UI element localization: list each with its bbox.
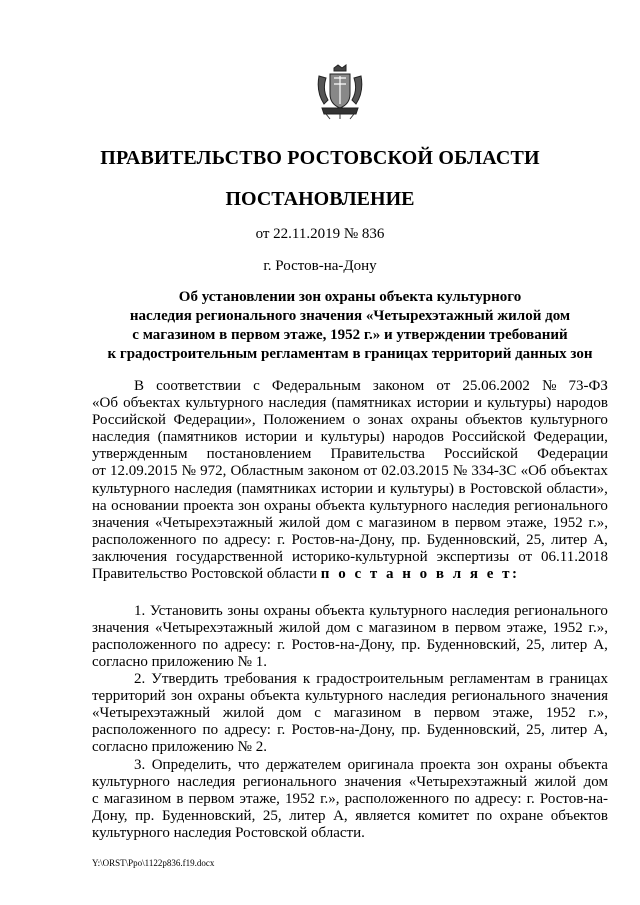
word: наследия [177, 774, 236, 791]
subject-line: Об установлении зон охраны объекта культурного [178, 289, 522, 305]
word: объекта [315, 497, 366, 514]
word: Дону, [92, 808, 128, 825]
word: «Четырехэтажный [154, 514, 274, 531]
word: (памятниках [331, 395, 412, 412]
word: постановлением [206, 446, 312, 463]
word: истории [245, 429, 298, 446]
word: пр. [401, 637, 421, 654]
subject-line: с магазином в первом этаже, 1952 г.» и утверждении требований [132, 327, 568, 343]
word: этаже, [506, 620, 547, 637]
word: г.», [320, 791, 340, 808]
word: г. [277, 531, 286, 548]
word: Областным [230, 463, 304, 480]
word: значения [344, 774, 402, 791]
word: «Четырехэтажный [408, 774, 528, 791]
word: (памятников [157, 429, 238, 446]
word: истории [416, 395, 469, 412]
word: и [377, 480, 386, 497]
word: объекта [314, 603, 365, 619]
word: адресу: [224, 722, 271, 739]
word: и [304, 429, 313, 446]
word: адресу: [474, 791, 522, 808]
word: культурного [92, 774, 170, 791]
word: объектах [123, 395, 181, 412]
word: Федеральным [271, 378, 361, 394]
word: оригинала [347, 757, 414, 773]
word: к [302, 671, 311, 687]
word: 1. [134, 603, 146, 619]
word: культуры) [320, 429, 385, 446]
word: Федерации [537, 446, 608, 463]
word: Установить [149, 603, 223, 619]
word: Российской [92, 412, 166, 429]
word: Российской [451, 429, 526, 446]
word: с [314, 705, 321, 722]
word: проекта [420, 757, 471, 773]
text-line [92, 549, 608, 566]
word: первом [454, 620, 501, 637]
word: 972, [200, 463, 227, 480]
word: 02.03.2015 [381, 463, 449, 480]
word: г.», [588, 705, 608, 722]
text-line [92, 481, 608, 498]
word: требования [224, 671, 297, 687]
word: народов [556, 395, 608, 412]
word: «Четырехэтажный [154, 620, 274, 637]
word: наследия [451, 603, 510, 619]
text-line [92, 429, 608, 446]
word: этаже, [239, 791, 280, 808]
text-line [92, 620, 608, 637]
word: дом [583, 774, 608, 791]
word: утвержденным [92, 446, 188, 463]
word: А, [593, 722, 608, 739]
word: этаже, [506, 514, 547, 531]
word: охраны [197, 688, 245, 705]
text-line [92, 395, 608, 412]
word: в [458, 480, 466, 497]
word: народов [392, 429, 444, 446]
word: литер [550, 531, 588, 548]
item-3-paragraph [92, 757, 608, 842]
word: Российской [444, 446, 518, 463]
word: истории [320, 480, 374, 497]
word: литер [550, 722, 588, 739]
word: проекта [183, 497, 234, 514]
word: с [253, 378, 260, 394]
word: основании [111, 497, 179, 514]
word: расположенного [92, 722, 197, 739]
word: 1952 [285, 791, 315, 808]
word: культурного [369, 603, 448, 619]
word: 12.09.2015 [110, 463, 178, 480]
word: зонах [367, 412, 404, 429]
word: территорий [92, 688, 166, 705]
word: законом [307, 463, 360, 480]
word: и [473, 395, 483, 412]
word: Буденновский, [426, 637, 520, 654]
word: 25.06.2002 [462, 378, 530, 394]
word: литер [289, 808, 326, 825]
word: пр. [135, 808, 155, 825]
word: наследия [451, 497, 510, 514]
word: с [92, 791, 99, 808]
word: культурного [185, 395, 264, 412]
word: жилой [278, 514, 321, 531]
word: законом [372, 378, 425, 394]
word: Ростов-на-Дону, [291, 722, 396, 739]
word: г. [277, 722, 286, 739]
word: наследия [174, 480, 233, 497]
text-line [92, 498, 608, 515]
word: Утвердить [151, 671, 219, 687]
word: этаже, [492, 705, 533, 722]
word: регионального [242, 774, 337, 791]
word: зон [171, 688, 193, 705]
text-line: согласно приложению № 2. [92, 739, 267, 756]
word: № [181, 463, 196, 480]
word: В [134, 378, 145, 394]
text-line [92, 412, 608, 429]
word: значения [92, 620, 150, 637]
word: расположенного [92, 531, 197, 548]
file-path-footer: Y:\ORST\Ppo\1122p836.f19.docx [92, 858, 215, 868]
word: объекта [250, 688, 300, 705]
word: в [536, 671, 544, 687]
word: охраны [410, 412, 458, 429]
item-1-paragraph [92, 603, 608, 671]
word: о [352, 412, 361, 429]
text-line [92, 532, 608, 549]
word: зон [238, 497, 260, 514]
word: регионального [514, 497, 608, 514]
word: 25, [526, 722, 545, 739]
word: Буденновский, [426, 722, 520, 739]
text-line [92, 671, 608, 688]
word: Буденновский, [161, 808, 256, 825]
word: адресу: [224, 531, 271, 548]
word: пр. [401, 531, 421, 548]
word: по [202, 637, 219, 654]
document-subject [92, 288, 608, 364]
word: по [476, 808, 493, 825]
word: градостроительным [316, 671, 444, 687]
word: «Четырехэтажный [92, 705, 211, 722]
coat-of-arms-icon [316, 64, 364, 120]
word: первом [454, 514, 501, 531]
subject-line: наследия регионального значения «Четырехэтажный жилой дом [129, 308, 571, 324]
word: г. [526, 791, 535, 808]
text-line [92, 808, 608, 825]
word: Определить, [151, 757, 232, 773]
word: области», [546, 480, 608, 497]
word: в [176, 791, 184, 808]
word: границах [549, 671, 608, 687]
word: культурного [305, 688, 383, 705]
word: объектов [465, 412, 523, 429]
word: первом [433, 705, 480, 722]
text-line [92, 757, 608, 774]
word: значения [550, 688, 608, 705]
word: 06.11.2018 [541, 548, 608, 565]
word: охраны [263, 497, 311, 514]
text-line: согласно приложению № 1. [92, 654, 267, 671]
word: 25, [526, 637, 545, 654]
word: с [356, 620, 363, 637]
word: является [355, 808, 411, 825]
word: заключения [92, 548, 168, 565]
word: Ростов-на-Дону, [291, 531, 396, 548]
word: на [92, 497, 107, 514]
text-line [92, 603, 608, 620]
word: жилой [222, 705, 265, 722]
document-type: ПОСТАНОВЛЕНИЕ [225, 188, 415, 210]
word: от [436, 378, 451, 394]
word: объектах [550, 463, 608, 480]
word: культурного [92, 480, 170, 497]
word: экспертизы [436, 548, 510, 565]
word: магазином [333, 705, 402, 722]
word: 2. [134, 671, 146, 687]
word: по [202, 531, 219, 548]
word: наследия [388, 688, 447, 705]
word: в [441, 514, 450, 531]
subject-line: к градостроительным регламентам в границах территорий данных зон [107, 346, 593, 362]
government-name: ПРАВИТЕЛЬСТВО РОСТОВСКОЙ ОБЛАСТИ [100, 147, 540, 169]
document-date-number: от 22.11.2019 № 836 [255, 226, 385, 242]
word: по [202, 722, 219, 739]
word: (памятниках [236, 480, 317, 497]
text-line [92, 722, 608, 739]
resolution-subject: Правительство Ростовской области [92, 566, 318, 583]
word: дом [277, 705, 302, 722]
word: зон [477, 757, 499, 773]
word: жилой [534, 774, 577, 791]
word: регионального [451, 688, 546, 705]
word: расположенного [92, 637, 197, 654]
word: регламентам [449, 671, 531, 687]
word: от [92, 463, 106, 480]
word: комитет [417, 808, 469, 825]
word: магазином [103, 791, 172, 808]
word: регионального [514, 603, 608, 619]
word: соответствии [156, 378, 241, 394]
word: с [356, 514, 363, 531]
text-line [92, 791, 608, 808]
word: 3. [134, 757, 146, 773]
word: адресу: [224, 637, 271, 654]
word: г. [277, 637, 286, 654]
word: 1952 [545, 705, 576, 722]
word: значения [92, 514, 150, 531]
text-line [92, 566, 608, 583]
word: 25, [262, 808, 282, 825]
word: «Об [92, 395, 118, 412]
document-city: г. Ростов-на-Дону [263, 258, 377, 274]
word: Федерации», [173, 412, 256, 429]
word: Буденновский, [426, 531, 520, 548]
word: магазином [368, 514, 437, 531]
word: г.», [588, 514, 608, 531]
word: культуры) [487, 395, 552, 412]
word: Правительства [330, 446, 425, 463]
word: Ростов-на-Дону, [291, 637, 396, 654]
text-line [92, 637, 608, 654]
preamble-paragraph [92, 378, 608, 583]
word: объектов [550, 808, 608, 825]
word: в [441, 620, 450, 637]
word: охране [499, 808, 544, 825]
word: 1952 [552, 620, 583, 637]
text-line [92, 446, 608, 463]
word: зоны [227, 603, 259, 619]
text-line [92, 378, 608, 395]
word: литер [550, 637, 588, 654]
word: расположенного [344, 791, 450, 808]
word: дом [326, 514, 351, 531]
word: культурного [369, 497, 448, 514]
word: г.», [588, 620, 608, 637]
word: Ростовской [470, 480, 543, 497]
word: государственной [176, 548, 284, 565]
resolution-verb: п о с т а н о в л я е т: [320, 566, 520, 583]
word: что [237, 757, 260, 773]
text-line [92, 515, 608, 532]
word: по [454, 791, 470, 808]
item-2-paragraph [92, 671, 608, 756]
word: охраны [504, 757, 552, 773]
word: наследия [92, 429, 150, 446]
word: «Об [520, 463, 547, 480]
word: Ростов-на- [539, 791, 608, 808]
word: историко-культурной [292, 548, 428, 565]
word: дом [326, 620, 351, 637]
text-line [92, 463, 608, 480]
text-line [92, 688, 608, 705]
word: пр. [401, 722, 421, 739]
word: А, [333, 808, 348, 825]
text-line [92, 705, 608, 722]
word: держателем [265, 757, 342, 773]
word: А, [593, 531, 608, 548]
word: от [363, 463, 378, 480]
word: № [542, 378, 557, 394]
word: Федерации, [533, 429, 608, 446]
word: № [452, 463, 468, 480]
word: магазином [368, 620, 437, 637]
word: жилой [278, 620, 321, 637]
word: 334-ЗС [471, 463, 517, 480]
word: 73-ФЗ [568, 378, 608, 394]
word: охраны [263, 603, 311, 619]
word: от [518, 548, 533, 565]
word: наследия [268, 395, 327, 412]
word: Положением [263, 412, 345, 429]
word: культуры) [389, 480, 455, 497]
text-line [92, 774, 608, 791]
word: 1952 [552, 514, 583, 531]
text-line: культурного наследия Ростовской области. [92, 825, 365, 842]
word: объекта [558, 757, 608, 773]
word: А, [593, 637, 608, 654]
word: 25, [526, 531, 545, 548]
word: культурного [530, 412, 608, 429]
word: в [414, 705, 422, 722]
word: первом [188, 791, 235, 808]
